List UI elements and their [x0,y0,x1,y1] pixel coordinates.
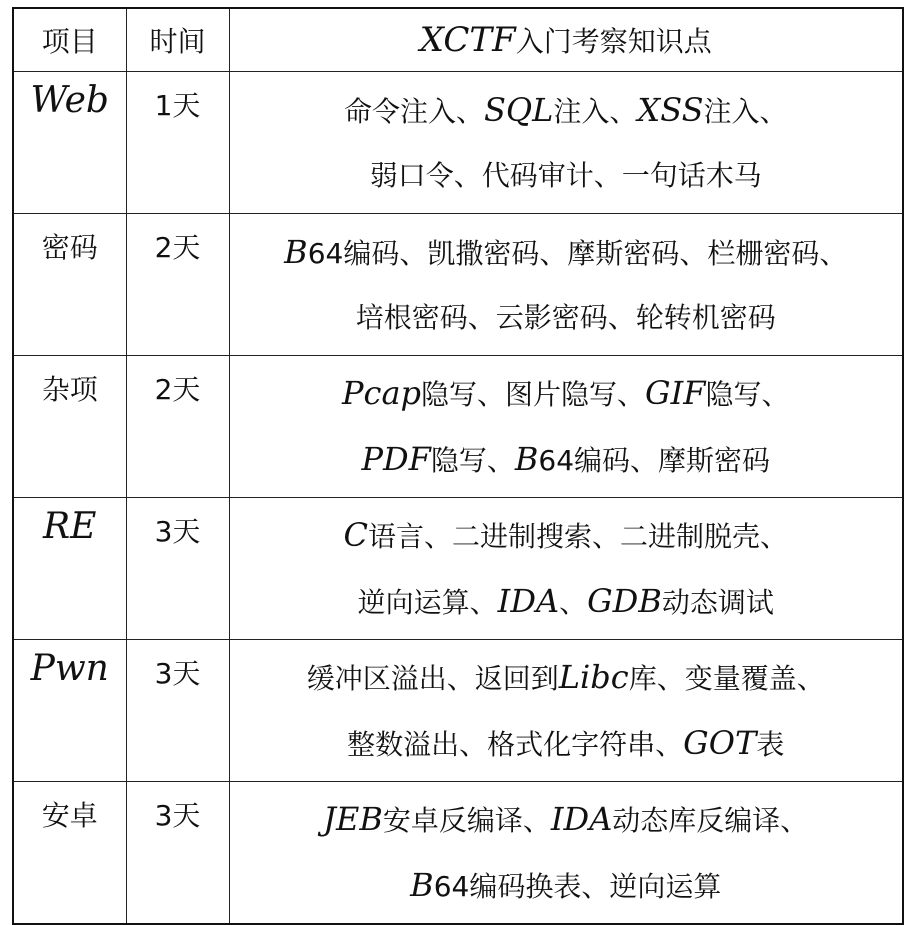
table-row [13,498,903,640]
knowledge-term: B [514,439,539,478]
knowledge-line [230,144,903,208]
knowledge-term: GIF [645,373,706,412]
cell-project: Web [13,72,126,214]
knowledge-text: 隐写、图片隐写、 [421,377,646,411]
knowledge-text: 隐写、 [430,443,515,477]
knowledge-text: 命令注入、 [343,94,484,128]
knowledge-term: XSS [637,90,704,129]
cell-knowledge [229,640,903,782]
knowledge-text: 动态调试 [661,585,774,619]
knowledge-text: 注入、 [553,94,638,128]
knowledge-line [230,787,903,853]
table-row [13,640,903,782]
knowledge-term: Libc [558,657,629,696]
knowledge-line [230,427,903,493]
ctf-knowledge-table [12,7,904,925]
knowledge-text: 隐写、 [705,377,790,411]
knowledge-line [230,645,903,711]
cell-project: 杂项 [13,356,126,498]
cell-knowledge [229,782,903,925]
knowledge-text: 64编码、凯撒密码、摩斯密码、栏栅密码、 [307,236,848,270]
table-header-row [13,8,903,72]
cell-knowledge [229,214,903,356]
cell-time: 1天 [126,72,229,214]
knowledge-text: 64编码换表、逆向运算 [433,869,722,903]
cell-time: 3天 [126,640,229,782]
knowledge-term: IDA [497,581,560,620]
knowledge-text: 培根密码、云影密码、轮转机密码 [355,300,776,334]
table-row [13,72,903,214]
header-knowledge [229,8,903,72]
cell-project: 安卓 [13,782,126,925]
table-row [13,782,903,925]
header-knowledge-suffix: 入门考察知识点 [515,25,712,58]
knowledge-text: 表 [756,727,785,761]
knowledge-text: 逆向运算、 [357,585,498,619]
cell-time: 2天 [126,214,229,356]
table-row [13,214,903,356]
knowledge-text: 语言、二进制搜索、二进制脱壳、 [367,519,788,553]
knowledge-text: 整数溢出、格式化字符串、 [347,727,684,761]
header-time: 时间 [126,8,229,72]
knowledge-text: 缓冲区溢出、返回到 [306,661,559,695]
knowledge-term: JEB [323,799,383,838]
cell-time: 2天 [126,356,229,498]
knowledge-text: 64编码、摩斯密码 [538,443,771,477]
cell-time: 3天 [126,782,229,925]
knowledge-term: B [284,232,308,271]
cell-project: RE [13,498,126,640]
header-project: 项目 [13,8,126,72]
cell-knowledge [229,498,903,640]
knowledge-term: GOT [683,723,757,762]
knowledge-line [230,853,903,919]
cell-project: Pwn [13,640,126,782]
knowledge-line [230,220,903,286]
header-knowledge-prefix: XCTF [419,20,516,60]
knowledge-term: SQL [484,90,554,129]
knowledge-term: IDA [550,799,613,838]
cell-project: 密码 [13,214,126,356]
knowledge-line [230,361,903,427]
knowledge-line [230,711,903,777]
cell-time: 3天 [126,498,229,640]
knowledge-text: 弱口令、代码审计、一句话木马 [369,158,762,192]
knowledge-text: 注入、 [703,94,788,128]
knowledge-line [230,78,903,144]
knowledge-line [230,503,903,569]
knowledge-text: 动态库反编译、 [612,803,809,837]
knowledge-term: B [410,865,434,904]
knowledge-text: 、 [559,585,588,619]
knowledge-text: 库、变量覆盖、 [628,661,825,695]
knowledge-term: C [343,515,368,554]
cell-knowledge [229,72,903,214]
knowledge-line [230,286,903,350]
cell-knowledge [229,356,903,498]
knowledge-text: 安卓反编译、 [382,803,551,837]
knowledge-line [230,569,903,635]
knowledge-term: PDF [361,439,431,478]
knowledge-term: GDB [587,581,662,620]
table-row [13,356,903,498]
knowledge-term: Pcap [342,373,422,412]
